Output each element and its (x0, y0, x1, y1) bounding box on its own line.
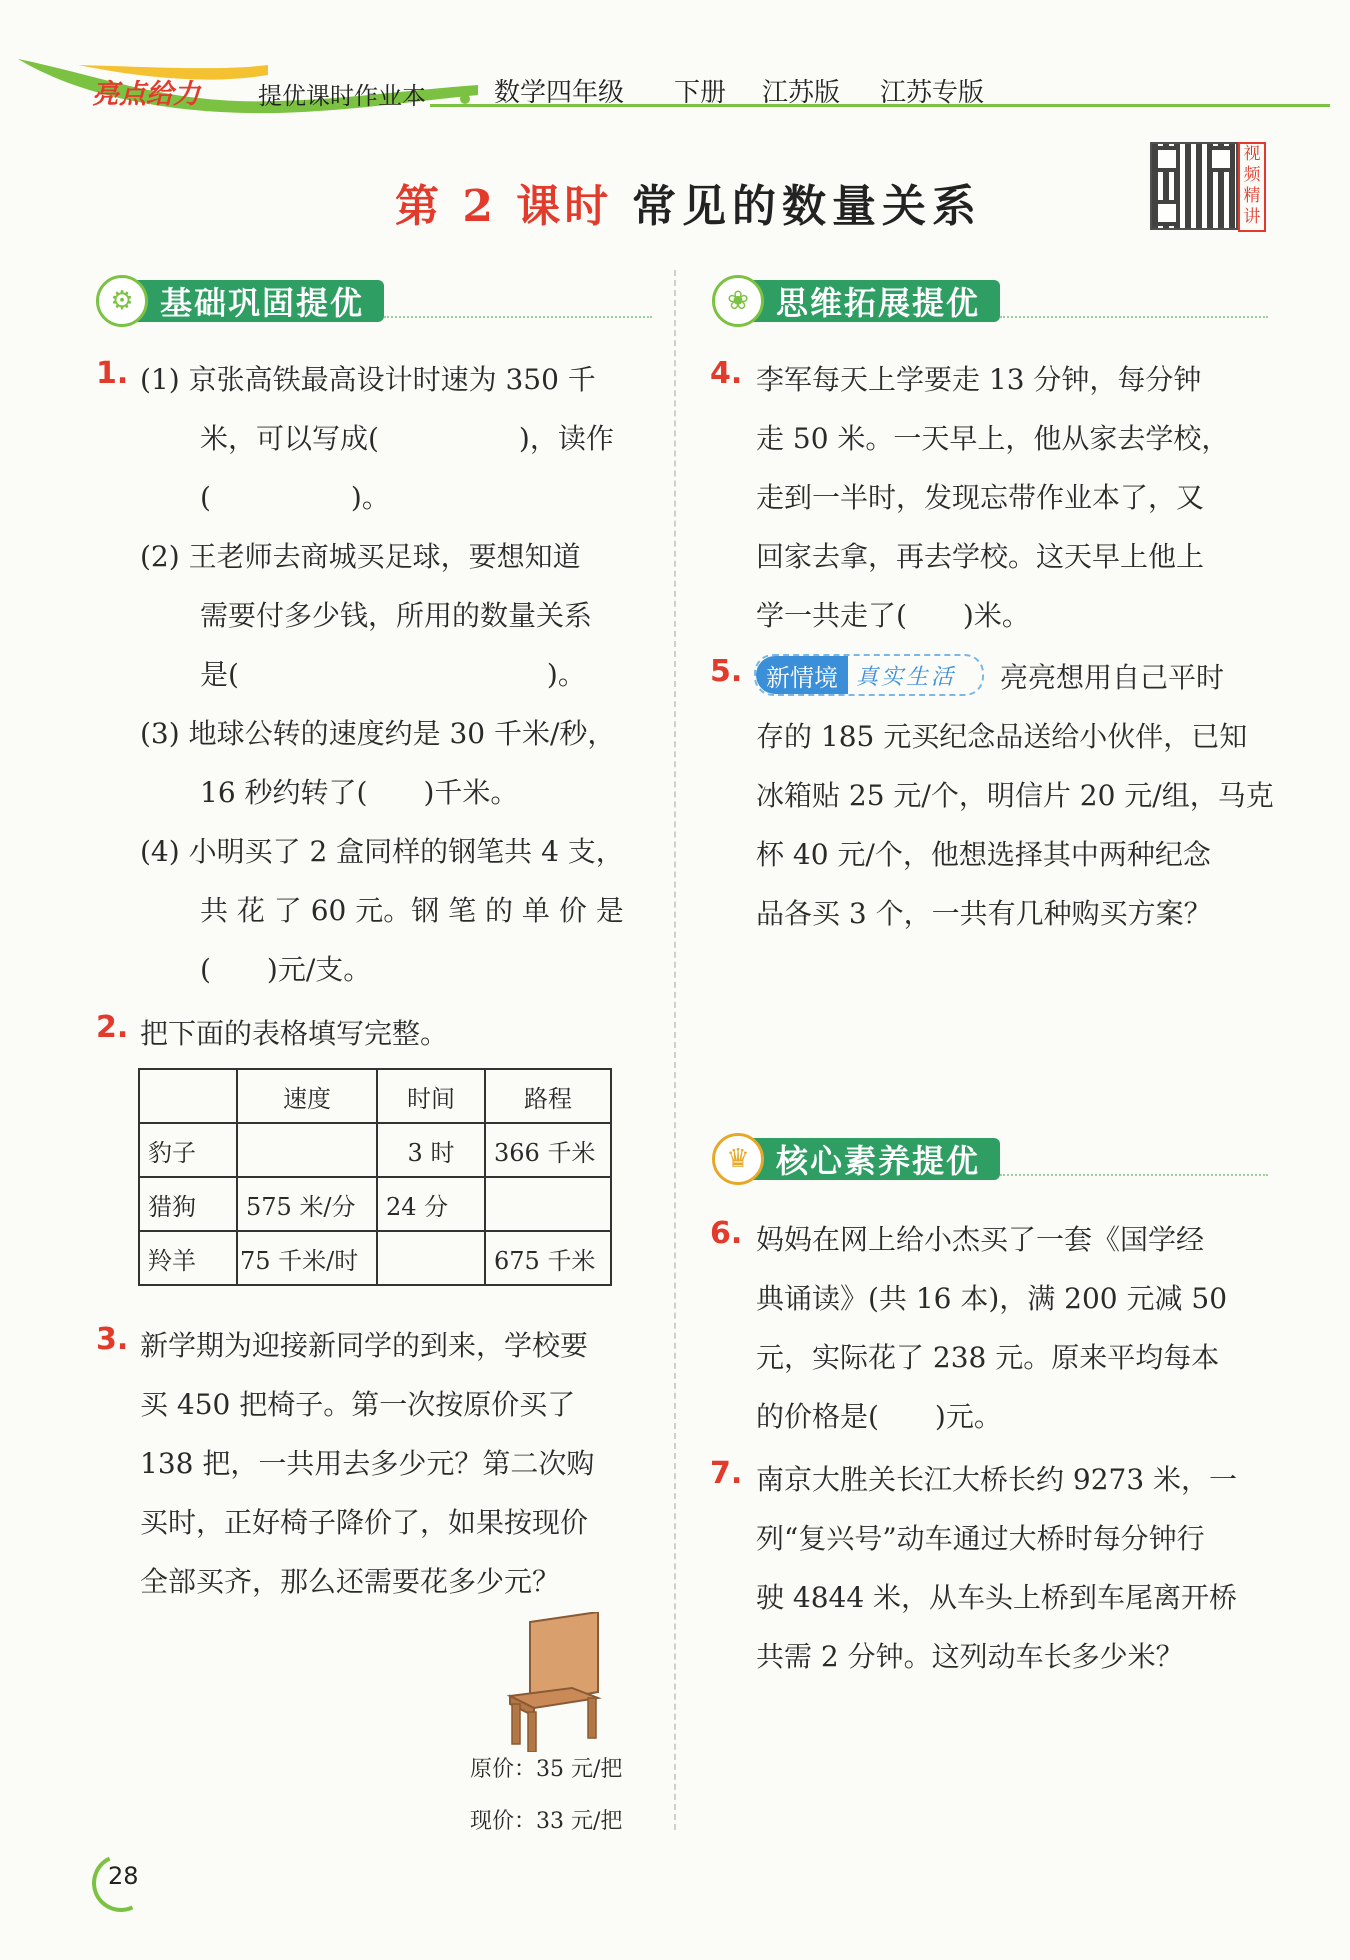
table-cell: 675 千米 (485, 1231, 611, 1285)
sprout-icon: ❀ (712, 275, 764, 327)
q7-line4: 共需 2 分钟。这列动车长多少米？ (756, 1640, 1184, 1673)
q1-p4-line2: 共 花 了 60 元。钢 笔 的 单 价 是 (200, 894, 624, 927)
table-cell: 75 千米/时 (237, 1231, 377, 1285)
q4-line1: 李军每天上学要走 13 分钟，每分钟 (756, 363, 1202, 396)
table-cell: 豹子 (139, 1123, 237, 1177)
q7-line2: 列“复兴号”动车通过大桥时每分钟行 (756, 1522, 1205, 1555)
q3-number: 3. (96, 1322, 129, 1357)
table-row (139, 1177, 611, 1231)
q3-line5: 全部买齐，那么还需要花多少元？ (140, 1565, 561, 1598)
header-special: 江苏专版 (880, 78, 985, 108)
qr-label: 视频精讲 (1238, 142, 1266, 232)
header-volume: 下册 (674, 78, 727, 108)
chair-illustration (500, 1612, 610, 1752)
section-basic-title: 基础巩固提优 (132, 280, 384, 322)
q6-line2: 典诵读》(共 16 本)，满 200 元减 50 (756, 1282, 1228, 1315)
lesson-number: 第 2 课时 (395, 181, 613, 232)
q7-line1: 南京大胜关长江大桥长约 9273 米，一 (756, 1463, 1238, 1496)
table-header-cell: 路程 (485, 1069, 611, 1123)
q6-line1: 妈妈在网上给小杰买了一套《国学经 (756, 1223, 1205, 1256)
table-cell: 575 米/分 (237, 1177, 377, 1231)
table-header-cell (139, 1069, 237, 1123)
table-cell[interactable] (237, 1123, 377, 1177)
table-row (139, 1231, 611, 1285)
header-subject: 数学四年级 (494, 78, 625, 108)
table-cell[interactable] (377, 1231, 485, 1285)
q5-line1: 存的 185 元买纪念品送给小伙伴，已知 (756, 720, 1248, 753)
q1-number: 1. (96, 356, 129, 391)
q5-number: 5. (710, 654, 743, 689)
q1-p3-line2: 16 秒约转了( )千米。 (200, 776, 519, 809)
table-header-cell: 时间 (377, 1069, 485, 1123)
header-edition: 江苏版 (762, 78, 841, 108)
q2-text: 把下面的表格填写完整。 (140, 1017, 449, 1050)
q4-line2: 走 50 米。一天早上，他从家去学校， (756, 422, 1230, 455)
q1-p4-line1: (4) 小明买了 2 盒同样的钢笔共 4 支， (140, 835, 624, 868)
q3-line2: 买 450 把椅子。第一次按原价买了 (140, 1388, 576, 1421)
q1-p1-line2: 米，可以写成( )，读作 (200, 422, 614, 455)
header-subtitle: 提优课时作业本 (258, 82, 426, 110)
page-number-text: 28 (108, 1862, 139, 1890)
tag-new-context: 新情境 (756, 656, 848, 694)
q4-line4: 回家去拿，再去学校。这天早上他上 (756, 540, 1205, 573)
original-price: 原价：35 元/把 (470, 1757, 623, 1782)
section-thinking-title: 思维拓展提优 (748, 280, 1000, 322)
q5-line4: 品各买 3 个，一共有几种购买方案？ (756, 897, 1212, 930)
tag-real-life: 真实生活 (856, 664, 957, 690)
q7-line3: 驶 4844 米，从车头上桥到车尾离开桥 (756, 1581, 1238, 1614)
section-core-title: 核心素养提优 (748, 1138, 1000, 1180)
lesson-title: 常见的数量关系 (632, 181, 982, 232)
q3-line4: 买时，正好椅子降价了，如果按现价 (140, 1506, 589, 1539)
current-price: 现价：33 元/把 (470, 1809, 623, 1834)
column-divider (674, 270, 676, 1830)
table-cell[interactable] (485, 1177, 611, 1231)
q1-p3-line1: (3) 地球公转的速度约是 30 千米/秒， (140, 717, 616, 750)
table-cell: 366 千米 (485, 1123, 611, 1177)
q5-first-line: 亮亮想用自己平时 (1000, 661, 1225, 694)
q6-line3: 元，实际花了 238 元。原来平均每本 (756, 1341, 1220, 1374)
q3-line1: 新学期为迎接新同学的到来，学校要 (140, 1329, 589, 1362)
trophy-icon: ♛ (712, 1133, 764, 1185)
table-header-cell: 速度 (237, 1069, 377, 1123)
header-dot (460, 94, 470, 104)
q1-p4-line3: ( )元/支。 (200, 953, 372, 986)
new-context-tag (754, 654, 984, 696)
table-header-row (139, 1069, 611, 1123)
header-brand: 亮点给力 (92, 79, 200, 110)
q7-number: 7. (710, 1456, 743, 1491)
section-core-banner (712, 1136, 1268, 1182)
q2-number: 2. (96, 1010, 129, 1045)
q6-line4: 的价格是( )元。 (756, 1400, 1002, 1433)
table-cell: 3 时 (377, 1123, 485, 1177)
q1-p2-line3: 是( )。 (200, 658, 586, 691)
table-row (139, 1123, 611, 1177)
gear-icon: ⚙ (96, 275, 148, 327)
q4-line5: 学一共走了( )米。 (756, 599, 1030, 632)
table-cell: 羚羊 (139, 1231, 237, 1285)
q1-p2-line1: (2) 王老师去商城买足球，要想知道 (140, 540, 581, 573)
q1-p1-line1: (1) 京张高铁最高设计时速为 350 千 (140, 363, 596, 396)
page-number (86, 1850, 150, 1914)
table-cell: 猎狗 (139, 1177, 237, 1231)
speed-time-distance-table (138, 1068, 612, 1286)
q6-number: 6. (710, 1216, 743, 1251)
table-cell: 24 分 (377, 1177, 485, 1231)
qr-code-icon[interactable] (1150, 142, 1238, 230)
q1-p1-line3: ( )。 (200, 481, 390, 514)
q1-p2-line2: 需要付多少钱，所用的数量关系 (200, 599, 593, 632)
q4-line3: 走到一半时，发现忘带作业本了，又 (756, 481, 1205, 514)
q3-line3: 138 把，一共用去多少元？第二次购 (140, 1447, 595, 1480)
section-thinking-banner (712, 278, 1268, 324)
q4-number: 4. (710, 356, 743, 391)
q5-line3: 杯 40 元/个，他想选择其中两种纪念 (756, 838, 1211, 871)
q5-line2: 冰箱贴 25 元/个，明信片 20 元/组，马克 (756, 779, 1274, 812)
section-basic-banner (96, 278, 652, 324)
